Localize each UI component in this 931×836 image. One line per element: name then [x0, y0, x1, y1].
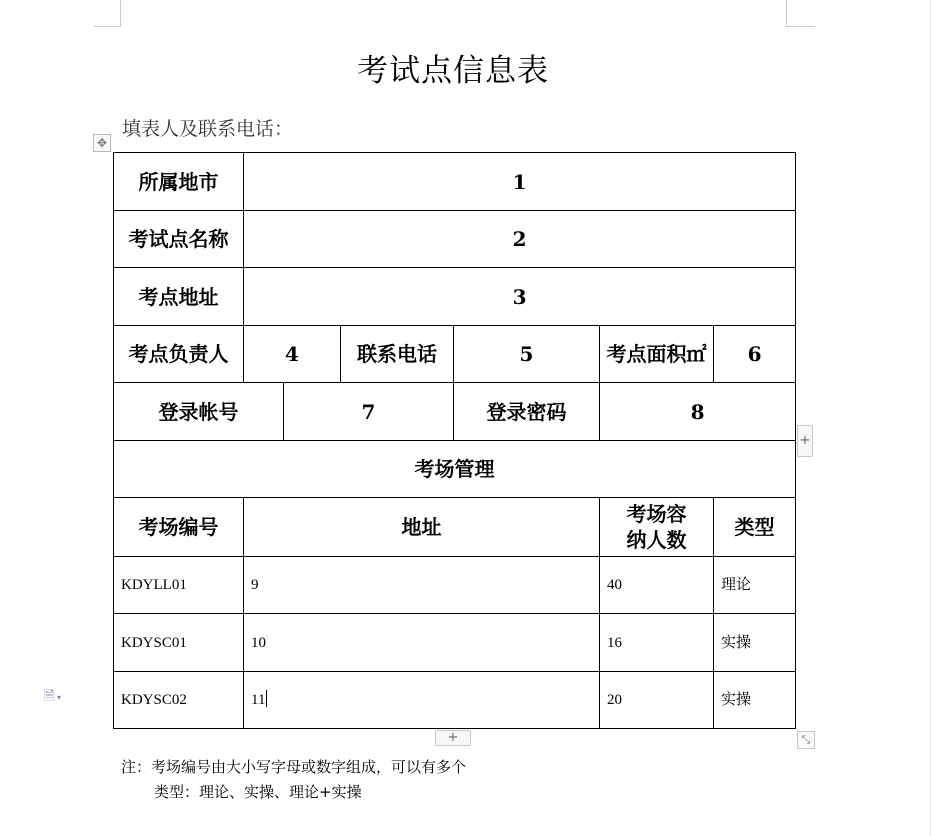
add-column-plus-icon[interactable]: +: [797, 425, 813, 457]
table-move-icon[interactable]: ✥: [93, 134, 111, 152]
room-type[interactable]: 实操: [714, 672, 796, 729]
table-row: [114, 326, 796, 383]
table-row: [114, 268, 796, 326]
cell-value[interactable]: 4: [244, 326, 341, 383]
header-cell-address: 地址: [244, 498, 600, 557]
room-address[interactable]: 10: [244, 614, 600, 672]
cell-value[interactable]: 1: [244, 153, 796, 211]
cell-label: 登录密码: [454, 383, 600, 441]
room-type[interactable]: 理论: [714, 557, 796, 614]
table-resize-icon[interactable]: ⤡: [797, 731, 815, 749]
note-line-2: 类型：理论、实操、理论+实操: [154, 783, 362, 801]
filler-contact-label[interactable]: 填表人及联系电话：: [122, 118, 294, 140]
room-capacity[interactable]: 16: [600, 614, 714, 672]
header-cell-capacity: [600, 498, 714, 557]
cell-label: 联系电话: [341, 326, 454, 383]
cell-label: 考试点名称: [114, 211, 244, 268]
cell-label: 考点面积㎡: [600, 326, 714, 383]
note-line-1: 注：考场编号由大小写字母或数字组成，可以有多个: [121, 758, 467, 776]
room-code[interactable]: KDYSC02: [114, 672, 244, 729]
document-icon[interactable]: 🗎 ▾: [44, 689, 62, 704]
table-row: [114, 614, 796, 672]
room-capacity[interactable]: 40: [600, 557, 714, 614]
room-address-cell[interactable]: [244, 672, 600, 729]
table-row: [114, 441, 796, 498]
cell-value[interactable]: 5: [454, 326, 600, 383]
capacity-line-1: 考场容: [626, 502, 687, 526]
cell-label: 所属地市: [114, 153, 244, 211]
note-block: [121, 755, 466, 805]
table-row: [114, 211, 796, 268]
text-cursor: [266, 690, 267, 707]
cell-label: 考点负责人: [114, 326, 244, 383]
page-corner-top-right: [786, 0, 815, 27]
add-row-plus-icon[interactable]: +: [435, 730, 471, 746]
section-title: 考场管理: [114, 441, 796, 498]
room-type[interactable]: 实操: [714, 614, 796, 672]
cell-value[interactable]: 6: [714, 326, 796, 383]
room-address: 11: [251, 692, 266, 708]
header-cell-type: 类型: [714, 498, 796, 557]
room-code[interactable]: KDYSC01: [114, 614, 244, 672]
table-row: [114, 153, 796, 211]
cell-value[interactable]: 8: [600, 383, 796, 441]
page-corner-top-left: [94, 0, 121, 27]
capacity-line-2: 纳人数: [626, 528, 687, 552]
room-capacity[interactable]: 20: [600, 672, 714, 729]
cell-label: 登录帐号: [114, 383, 284, 441]
table-row: [114, 672, 796, 729]
cell-value[interactable]: 3: [244, 268, 796, 326]
table-row: [114, 557, 796, 614]
document-title: 考试点信息表: [357, 53, 549, 89]
cell-value[interactable]: 7: [284, 383, 454, 441]
cell-label: 考点地址: [114, 268, 244, 326]
room-code[interactable]: KDYLL01: [114, 557, 244, 614]
table-row: [114, 383, 796, 441]
header-cell-code: 考场编号: [114, 498, 244, 557]
info-table: [113, 152, 796, 729]
table-header-row: [114, 498, 796, 557]
cell-value[interactable]: 2: [244, 211, 796, 268]
room-address[interactable]: 9: [244, 557, 600, 614]
